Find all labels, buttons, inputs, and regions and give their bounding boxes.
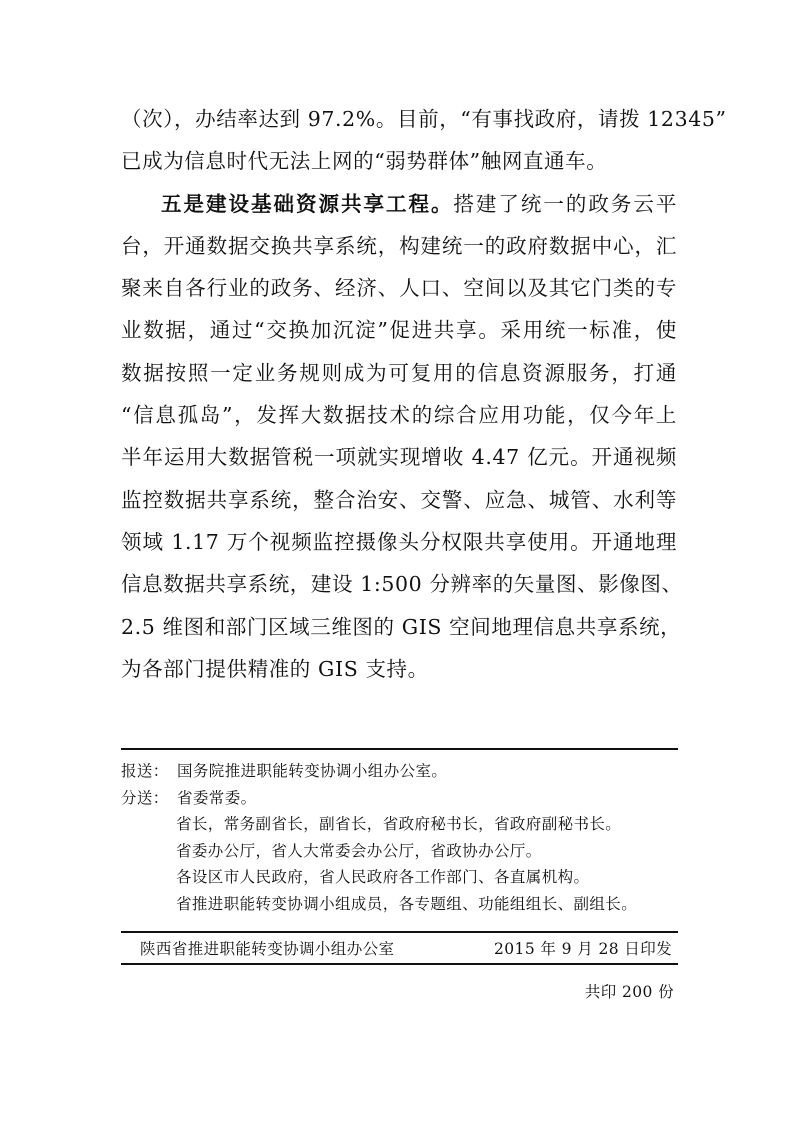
issue-footer [140,936,672,962]
copy-recipient: 省委常委。 [177,788,257,807]
top-divider [121,748,678,750]
paragraph-line: 监控数据共享系统，整合治安、交警、应急、城管、水利等 [121,487,677,512]
paragraph-line: 2.5 维图和部门区域三维图的 GIS 空间地理信息共享系统， [121,614,682,639]
paragraph-line: 台，开通数据交换共享系统，构建统一的政府数据中心，汇 [121,233,677,258]
copy-recipient: 省委办公厅，省人大常委会办公厅，省政协办公厅。 [176,841,542,860]
section-heading: 五是建设基础资源共享工程。 [161,191,454,216]
report-label: 报送： [121,762,169,780]
paragraph-line: 数据按照一定业务规则成为可复用的信息资源服务，打通 [121,360,677,385]
paragraph-line: 信息数据共享系统，建设 1:500 分辨率的矢量图、影像图、 [121,572,683,597]
paragraph-line: 半年运用大数据管税一项就实现增收 4.47 亿元。开通视频 [121,445,677,470]
copy-recipient: 省推进职能转变协调小组成员，各专题组、功能组组长、副组长。 [176,894,638,913]
paragraph-line: 业数据，通过“交换加沉淀”促进共享。采用统一标准，使 [121,318,677,343]
bottom-divider [121,963,678,965]
body-text [121,98,727,690]
report-to-row [121,758,678,785]
paragraph-line: “信息孤岛”，发挥大数据技术的综合应用功能，仅今年上 [121,403,677,428]
middle-divider [121,931,678,933]
section-heading-line [121,183,677,225]
copy-recipient: 省长，常务副省长，副省长，省政府秘书长，省政府副秘书长。 [176,815,622,833]
issue-date: 2015 年 9 月 28 日印发 [494,940,672,958]
paragraph-line: 为各部门提供精准的 GIS 支持。 [121,656,429,681]
paragraph-line: 聚来自各行业的政务、经济、人口、空间以及其它门类的专 [121,276,677,301]
distribution-block [121,758,678,917]
report-recipient: 国务院推进职能转变协调小组办公室。 [177,762,448,780]
paragraph-text: 搭建了统一的政务云平 [453,191,677,216]
copy-label: 分送： [121,788,169,807]
copy-recipient: 各设区市人民政府，省人民政府各工作部门、各直属机构。 [176,868,590,886]
paragraph-line: 领域 1.17 万个视频监控摄像头分权限共享使用。开通地理 [121,529,677,554]
copy-to-row [121,785,678,812]
paragraph-line: （次），办结率达到 97.2%。目前，“有事找政府，请拨 12345” [121,107,727,131]
print-count: 共印 200 份 [584,983,674,1001]
paragraph-line: 已成为信息时代无法上网的“弱势群体”触网直通车。 [121,149,608,174]
issuer: 陕西省推进职能转变协调小组办公室 [140,940,395,958]
